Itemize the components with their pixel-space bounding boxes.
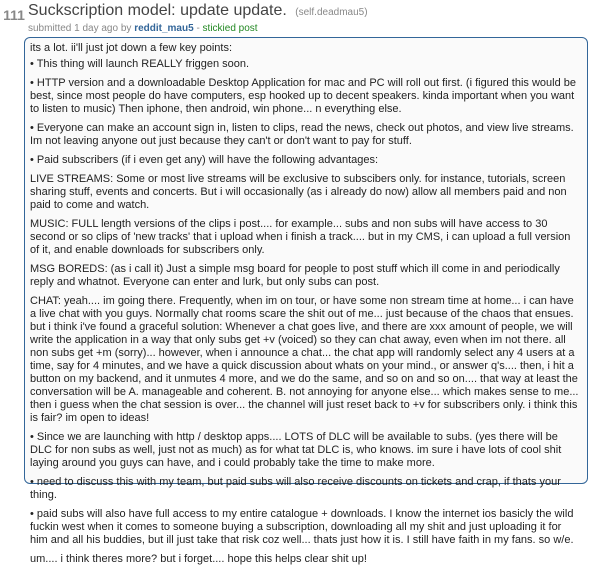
paragraph: CHAT: yeah.... im going there. Frequently, when im on tour, or have some non stream time at home... i can have a live chat with you guys. Normally chat rooms scare the shit out of me... just because of the chaos that ensues. but i think i've found a graceful solution: Whenever a chat goes live, and there are xxx amount of people, we will write the application in a way that only subs get +v (voiced) so they can chat away, even when im not there. all non subs get +m (sorry)... however, when i announce a chat... the chat app will randomly select any 4 users at a time, say for 4 minutes, and we have a quick discussion about whats on your mind., or answer q's.... then, i hit a button on my backend, and it unmutes 4 more, and we do the same, and so on and so on.... that way at least the conversation will be A. manageable and coherent. B. not annoying for anyone else... which makes sense to me... then i guess when the chat session is over... the channel will just reset back to +v for subscribers only. i think this is fair? im open to ideas!: [30, 295, 579, 424]
paragraph: LIVE STREAMS: Some or most live streams will be exclusive to subscibers only. for instance, tutorials, screen sharing stuff, events and concerts. But i will occasionally (as i already do now) allow all members paid and non paid to come and watch.: [30, 173, 567, 211]
paragraph: • Everyone can make an account sign in, listen to clips, read the news, check out photos, and view live streams. Im not leaving anyone out just because they can't or don't want to pay for stuff.: [30, 122, 574, 147]
paragraph: MSG BOREDS: (as i call it) Just a simple msg board for people to post stuff which ill come in and periodically reply and whatnot. Everyone can enter and lurk, but only subs can post.: [30, 263, 560, 288]
paragraph: • HTTP version and a downloadable Desktop Application for mac and PC will roll out first. (i figured this would be best, since most people do have computers, esp hooked up to decent speakers. kinda important when you want to listen to music) Then iphone, then android, win phone... n everything else.: [30, 77, 576, 115]
post-title-link[interactable]: Suckscription model: update update.: [28, 2, 287, 19]
paragraph: MUSIC: FULL length versions of the clips i post.... for example... subs and non subs will have access to 30 second or so clips of 'new tracks' that i upload when i finish a track.... but in my CMS, i can upload a full version of it, and enable downloads for subscribers only.: [30, 218, 571, 256]
stickied-label: stickied post: [202, 23, 258, 34]
paragraph: • Since we are launching with http / desktop apps.... LOTS of DLC will be available to subs. (yes there will be DLC for non subs as well, just not as much) as for what tat DLC is, who knows. im sure i have lots of cool shit laying around you guys can have, and i could probably take the time to make more.: [30, 431, 562, 469]
paragraph: • paid subs will also have full access to my entire catalogue + downloads. I know the internet ios basicly the wild fuckin west when it comes to someone buying a subscription, downloading all my shit and just uploading it for him and all his buddies, but ill just take that risk coz well... thats just how it is. I still have faith in my fans. so w/e.: [30, 508, 574, 546]
paragraph: um.... i think theres more? but i forget.... hope this helps clear shit up!: [30, 553, 367, 565]
paragraph: • need to discuss this with my team, but paid subs will also receive discounts on tickets and crap, if thats your thing.: [30, 476, 561, 501]
post-selftext: [24, 37, 588, 565]
paragraph: • Paid subscribers (if i even get any) will have the following advantages:: [30, 154, 379, 166]
post-tagline: [28, 23, 258, 34]
title-line: [28, 2, 368, 20]
tagline-separator: -: [196, 23, 203, 34]
paragraph: its a lot. ii'll just jot down a few key points:: [30, 42, 233, 54]
post-domain[interactable]: (self.deadmau5): [295, 7, 368, 18]
vote-score: 111: [3, 7, 25, 23]
paragraph: • This thing will launch REALLY friggen soon.: [30, 58, 250, 70]
tagline-prefix: submitted 1 day ago by: [28, 23, 132, 34]
author-link[interactable]: reddit_mau5: [134, 23, 194, 34]
